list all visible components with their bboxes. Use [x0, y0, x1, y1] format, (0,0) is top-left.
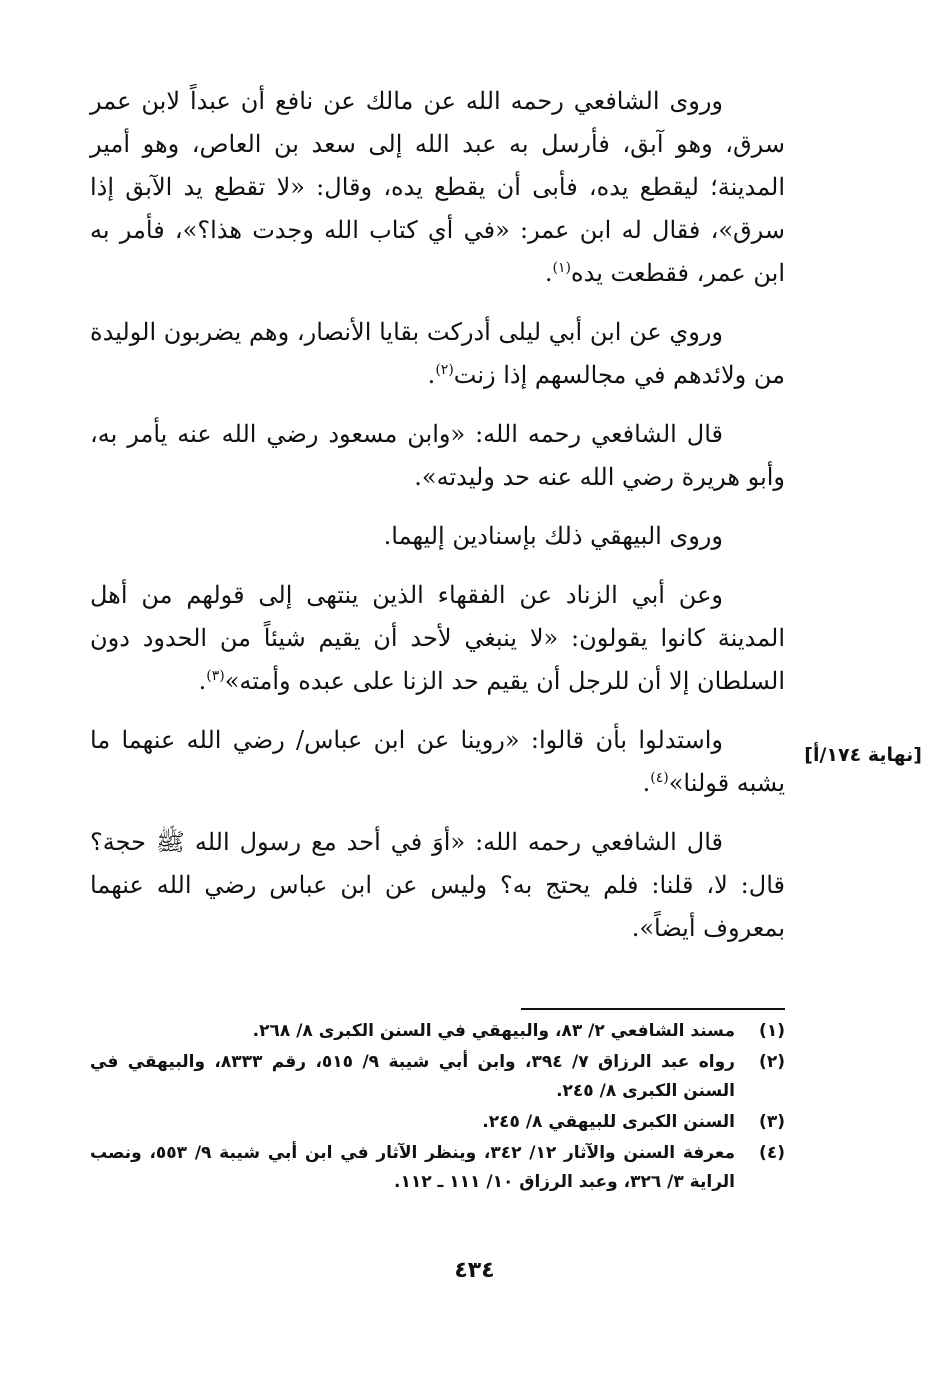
paragraph-text: وعن أبي الزناد عن الفقهاء الذين ينتهى إلى قولهم من أهل المدينة كانوا يقولون: «لا ينبغي لأحد أن يقيم شيئاً من الحدود دون السلطان إلا أن للرجل أن يقيم حد الزنا على عبده وأمته»	[90, 581, 785, 695]
paragraph-text: واستدلوا بأن قالوا: «روينا عن ابن عباس/ رضي الله عنهما ما يشبه قولنا»	[90, 726, 785, 797]
paragraph-end: .	[544, 259, 553, 287]
paragraph-6	[90, 719, 785, 805]
paragraph-end: .	[642, 769, 651, 797]
footnote-separator	[521, 1008, 785, 1010]
main-text	[90, 80, 785, 966]
footnote-ref: (١)	[552, 260, 572, 276]
paragraph-end: .	[198, 667, 207, 695]
paragraph-2	[90, 311, 785, 397]
footnote-3	[90, 1108, 785, 1137]
paragraph-text: وروي عن ابن أبي ليلى أدركت بقايا الأنصار، وهم يضربون الوليدة من ولائدهم في مجالسهم إذا زنت	[90, 318, 785, 389]
paragraph-text: قال الشافعي رحمه الله: «وابن مسعود رضي الله عنه يأمر به، وأبو هريرة رضي الله عنه حد وليدته».	[90, 420, 785, 491]
footnote-text: رواه عبد الرزاق ٧/ ٣٩٤، وابن أبي شيبة ٩/ ٥١٥، رقم ٨٣٣٣، والبيهقي في السنن الكبرى ٨/ ٢٤٥.	[90, 1052, 735, 1101]
paragraph-7	[90, 821, 785, 950]
paragraph-1	[90, 80, 785, 295]
footnote-4	[90, 1139, 785, 1197]
footnote-text: السنن الكبرى للبيهقي ٨/ ٢٤٥.	[482, 1112, 735, 1132]
footnotes	[90, 1017, 785, 1199]
footnote-ref: (٣)	[206, 668, 225, 684]
footnote-ref: (٢)	[435, 362, 454, 378]
footnote-text: مسند الشافعي ٢/ ٨٣، والبيهقي في السنن الكبرى ٨/ ٢٦٨.	[252, 1021, 735, 1041]
manuscript-folio-marker: [نهاية ١٧٤/أ]	[804, 744, 922, 766]
paragraph-5	[90, 574, 785, 703]
paragraph-text: قال الشافعي رحمه الله: «أوَ في أحد مع رسول الله ﷺ حجة؟ قال: لا، قلنا: فلم يحتج به؟ وليس عن ابن عباس رضي الله عنهما بمعروف أيضاً».	[90, 828, 785, 942]
footnote-2	[90, 1048, 785, 1106]
paragraph-3	[90, 413, 785, 499]
paragraph-4	[90, 515, 785, 558]
footnote-number: (١)	[759, 1021, 785, 1041]
page-number: ٤٣٤	[454, 1258, 495, 1283]
paragraph-text: وروى البيهقي ذلك بإسنادين إليهما.	[383, 522, 723, 550]
footnote-number: (٣)	[759, 1112, 785, 1132]
footnote-number: (٢)	[759, 1052, 785, 1072]
paragraph-text: وروى الشافعي رحمه الله عن مالك عن نافع أن عبداً لابن عمر سرق، وهو آبق، فأرسل به عبد الله إلى سعد بن العاص، وهو أمير المدينة؛ ليقطع يده، فأبى أن يقطع يده، وقال: «لا تقطع يد الآبق إذا سرق»، فقال له ابن عمر: «في أي كتاب الله وجدت هذا؟»، فأمر به ابن عمر، فقطعت يده	[90, 87, 785, 287]
footnote-1	[90, 1017, 785, 1046]
footnote-ref: (٤)	[650, 770, 669, 786]
paragraph-end: .	[427, 361, 436, 389]
footnote-text: معرفة السنن والآثار ١٢/ ٣٤٢، وينظر الآثار في ابن أبي شيبة ٩/ ٥٥٣، ونصب الراية ٣/ ٣٢٦، وعبد الرزاق ١٠/ ١١١ ـ ١١٢.	[90, 1143, 735, 1192]
footnote-number: (٤)	[759, 1143, 785, 1163]
